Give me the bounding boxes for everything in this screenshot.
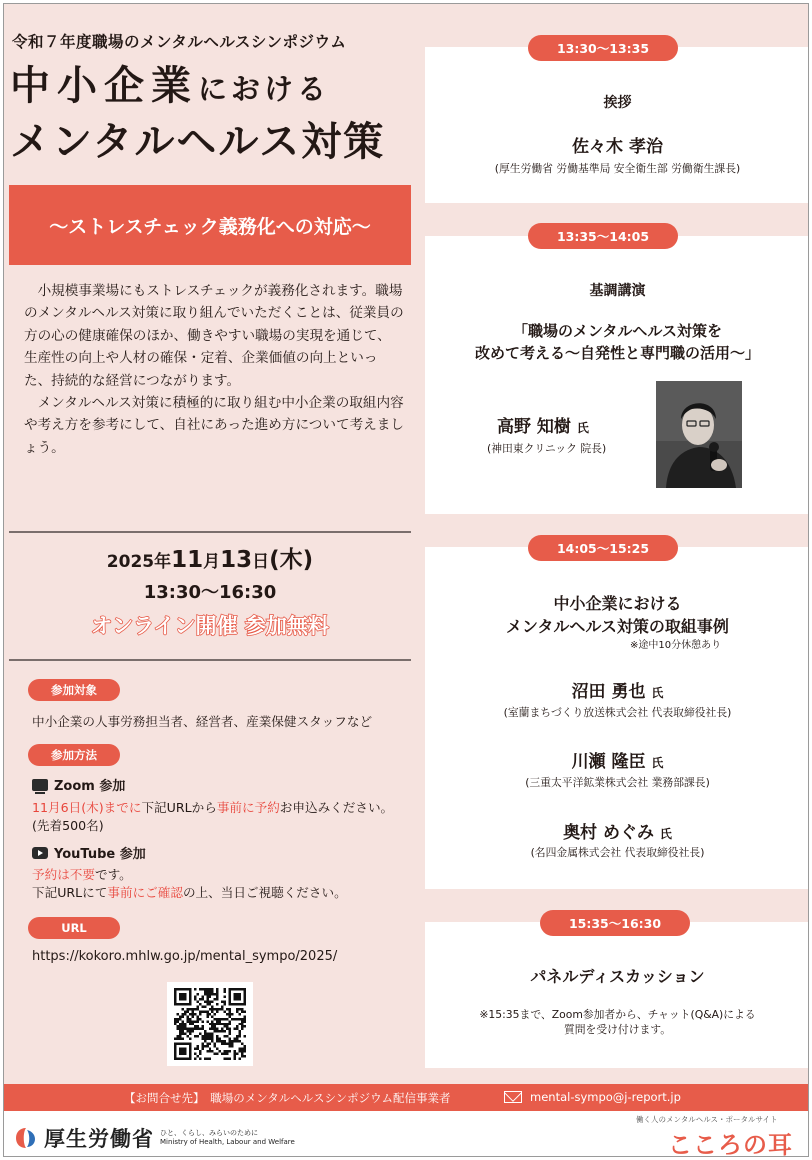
event-format: オンライン開催 参加無料 bbox=[91, 614, 329, 638]
program-card-panel bbox=[425, 922, 809, 1068]
keynote-speaker-affiliation: (神田東クリニック 院長) bbox=[487, 442, 607, 455]
mail-icon bbox=[504, 1091, 522, 1103]
case-title-line2: メンタルヘルス対策の取組事例 bbox=[506, 617, 729, 636]
keynote-speaker bbox=[497, 412, 589, 437]
panel-note-line2: 質問を受け付けます。 bbox=[563, 1023, 672, 1036]
zoom-text1: 下記URLから bbox=[141, 800, 217, 815]
program-card-greeting bbox=[425, 47, 809, 203]
case-break-note: ※途中10分休憩あり bbox=[630, 640, 722, 651]
ministry-name: 厚生労働省 bbox=[44, 1127, 154, 1151]
keynote-speaker-photo bbox=[656, 381, 742, 488]
case-speaker-1-name: 沼田 勇也 bbox=[571, 682, 646, 702]
portal-logo[interactable]: こころの耳 bbox=[668, 1131, 793, 1157]
event-url[interactable]: https://kokoro.mhlw.go.jp/mental_sympo/2025/ bbox=[32, 949, 338, 964]
zoom-title: Zoom 参加 bbox=[54, 779, 126, 794]
main-title-line2: メンタルヘルス対策 bbox=[10, 119, 386, 165]
method-label-pill bbox=[28, 744, 120, 766]
greeting-label: 挨拶 bbox=[603, 95, 632, 111]
time-badge-2 bbox=[528, 223, 678, 249]
qr-code[interactable] bbox=[167, 982, 253, 1066]
case-speaker-2-honorific: 氏 bbox=[651, 756, 664, 770]
flyer-page bbox=[3, 3, 809, 1157]
youtube-heading bbox=[32, 843, 146, 862]
panel-note-line1: ※15:35まで、Zoom参加者から、チャット(Q&A)による bbox=[479, 1008, 756, 1021]
ministry-english: Ministry of Health, Labour and Welfare bbox=[160, 1138, 295, 1146]
main-title-line1-a: 中小企業 bbox=[10, 63, 198, 109]
event-day: 13 bbox=[220, 547, 253, 573]
time-badge-3-text: 14:05〜15:25 bbox=[556, 541, 650, 556]
event-year-unit: 年 bbox=[154, 552, 172, 572]
participants-label: 参加対象 bbox=[51, 683, 97, 697]
keynote-label: 基調講演 bbox=[589, 283, 646, 299]
subtitle: 〜ストレスチェック義務化への対応〜 bbox=[49, 215, 371, 238]
youtube-text2: 下記URLにて bbox=[32, 885, 108, 900]
time-badge-1 bbox=[528, 35, 678, 61]
event-year: 2025 bbox=[106, 552, 155, 572]
case-speaker-3-affiliation: (名四金属株式会社 代表取締役社長) bbox=[530, 846, 705, 859]
inquiry-text: 【お問合せ先】 職場のメンタルヘルスシンポジウム配信事業者 bbox=[124, 1091, 451, 1105]
pre-title: 令和７年度職場のメンタルヘルスシンポジウム bbox=[12, 33, 347, 51]
keynote-honorific: 氏 bbox=[576, 421, 589, 435]
time-badge-4 bbox=[540, 910, 690, 936]
case-speaker-3-name: 奥村 めぐみ bbox=[563, 823, 654, 843]
event-month-unit: 月 bbox=[203, 552, 221, 572]
monitor-icon bbox=[32, 779, 48, 791]
contact-email[interactable] bbox=[504, 1090, 681, 1104]
program-card-keynote bbox=[425, 236, 809, 514]
panel-title: パネルディスカッション bbox=[530, 967, 705, 986]
youtube-text1: です。 bbox=[94, 867, 132, 882]
keynote-title-line1: 「職場のメンタルヘルス対策を bbox=[513, 322, 722, 340]
case-speaker-2 bbox=[425, 747, 809, 772]
participants-text: 中小企業の人事労務担当者、経営者、産業保健スタッフなど bbox=[32, 714, 373, 729]
time-badge-4-text: 15:35〜16:30 bbox=[568, 916, 662, 931]
ministry-tagline: ひと、くらし、みらいのために bbox=[160, 1129, 258, 1137]
youtube-title: YouTube 参加 bbox=[54, 847, 146, 862]
qr-code-graphic bbox=[173, 988, 247, 1060]
main-title-line1 bbox=[10, 63, 331, 109]
participants-label-pill bbox=[28, 679, 120, 701]
main-title-line1-b: における bbox=[198, 72, 331, 106]
case-speaker-2-name: 川瀬 隆臣 bbox=[571, 752, 646, 772]
event-month: 11 bbox=[171, 547, 204, 573]
youtube-line1 bbox=[32, 864, 132, 883]
event-date bbox=[4, 541, 416, 574]
url-label-pill bbox=[28, 917, 120, 939]
intro-paragraph-2: メンタルヘルス対策に積極的に取り組む中小企業の取組内容や考え方を参考にして、自社にあった進め方について考えましょう。 bbox=[24, 395, 404, 456]
event-weekday: (木) bbox=[269, 547, 314, 573]
case-speaker-3 bbox=[425, 818, 809, 843]
intro-paragraph-1: 小規模事業場にもストレスチェックが義務化されます。職場のメンタルヘルス対策に取り組んでいただくことは、従業員の方の心の健康確保のほか、働きやすい職場の実現を通じて、生産性の向上や人材の確保・定着、企業価値の向上といった、持続的な経営につながります。 bbox=[24, 283, 404, 389]
subtitle-band bbox=[9, 185, 411, 265]
divider-bottom bbox=[9, 659, 411, 661]
time-badge-1-text: 13:30〜13:35 bbox=[556, 41, 650, 56]
time-badge-3 bbox=[528, 535, 678, 561]
zoom-text2: お申込みください。 bbox=[279, 800, 394, 815]
portal-tagline: 働く人のメンタルヘルス・ポータルサイト bbox=[636, 1115, 778, 1124]
case-speaker-1 bbox=[425, 677, 809, 702]
ministry-subtitle bbox=[160, 1129, 295, 1147]
contact-band bbox=[4, 1084, 809, 1111]
event-day-unit: 日 bbox=[252, 552, 270, 572]
program-card-case-studies bbox=[425, 547, 809, 889]
keynote-speaker-name: 高野 知樹 bbox=[497, 417, 571, 437]
greeting-speaker-affiliation: (厚生労働省 労働基準局 安全衛生部 労働衛生課長) bbox=[494, 162, 741, 175]
case-speaker-2-affiliation: (三重太平洋鉱業株式会社 業務部課長) bbox=[525, 776, 710, 789]
youtube-confirm: 事前にご確認 bbox=[107, 885, 183, 900]
zoom-capacity: (先着500名) bbox=[32, 818, 104, 833]
youtube-text3: の上、当日ご視聴ください。 bbox=[182, 885, 347, 900]
zoom-heading bbox=[32, 775, 125, 794]
case-title-line1: 中小企業における bbox=[553, 594, 682, 613]
url-label: URL bbox=[61, 921, 87, 935]
speaker-portrait-image bbox=[656, 381, 742, 488]
greeting-speaker-name: 佐々木 孝治 bbox=[572, 137, 663, 157]
logo-band bbox=[4, 1111, 809, 1157]
mhlw-logo bbox=[14, 1123, 295, 1153]
keynote-title-line2: 改めて考える〜自発性と専門職の活用〜」 bbox=[474, 344, 760, 362]
case-speaker-1-honorific: 氏 bbox=[651, 686, 664, 700]
youtube-no-reserve: 予約は不要 bbox=[32, 867, 95, 882]
case-speaker-1-affiliation: (室蘭まちづくり放送株式会社 代表取締役社長) bbox=[503, 706, 732, 719]
case-speaker-3-honorific: 氏 bbox=[659, 827, 672, 841]
zoom-deadline: 11月6日(木)までに bbox=[32, 800, 142, 815]
contact-email-address[interactable]: mental-sympo@j-report.jp bbox=[530, 1090, 681, 1104]
method-label: 参加方法 bbox=[51, 748, 97, 762]
event-time: 13:30〜16:30 bbox=[143, 582, 277, 603]
divider-top bbox=[9, 531, 411, 533]
mhlw-emblem-icon bbox=[14, 1126, 38, 1150]
zoom-advance: 事前に予約 bbox=[216, 800, 280, 815]
play-icon bbox=[32, 847, 48, 859]
youtube-line2 bbox=[32, 882, 347, 901]
time-badge-2-text: 13:35〜14:05 bbox=[556, 229, 650, 244]
zoom-instructions bbox=[32, 797, 393, 816]
intro-text bbox=[24, 280, 404, 459]
